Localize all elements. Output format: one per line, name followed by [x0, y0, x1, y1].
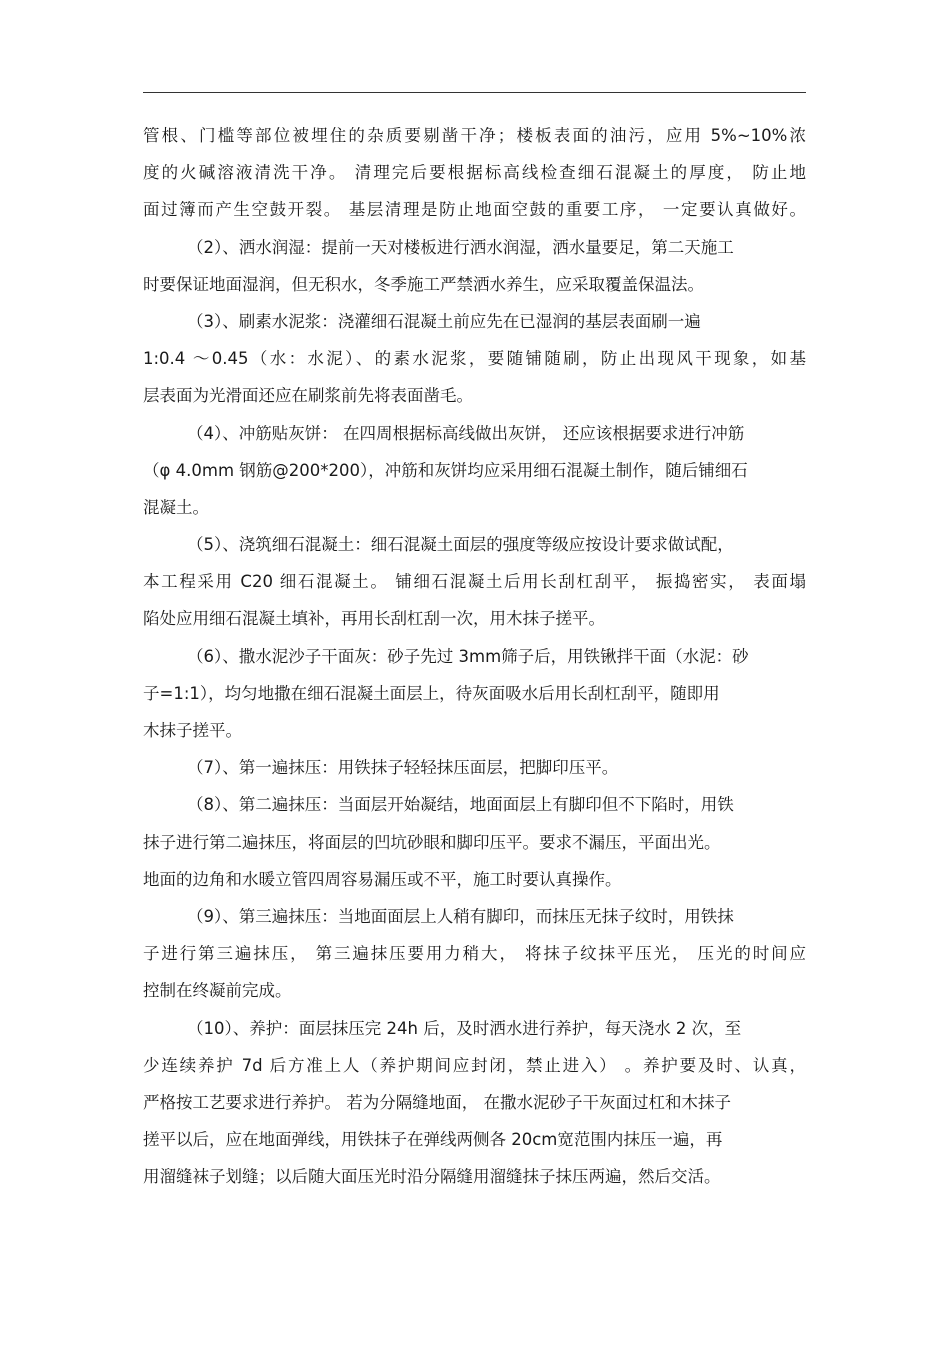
text-line: 混凝土。 [143, 497, 209, 517]
text-line: 本工程采用 C20 细石混凝土。 铺细石混凝土后用长刮杠刮平， 振捣密实， 表面塌 [143, 572, 806, 592]
text-line: 少连续养护 7d 后方准上人（养护期间应封闭，禁止进入） 。养护要及时、认真， [143, 1055, 806, 1075]
text-line: 子进行第三遍抹压， 第三遍抹压要用力稍大， 将抹子纹抹平压光， 压光的时间应 [143, 944, 806, 964]
text-line: （5）、浇筑细石混凝土：细石混凝土面层的强度等级应按设计要求做试配， [187, 535, 734, 555]
text-line: 地面的边角和水暖立管四周容易漏压或不平，施工时要认真操作。 [143, 869, 622, 889]
text-line: 度的火碱溶液清洗干净。 清理完后要根据标高线检查细石混凝土的厚度， 防止地 [143, 163, 806, 183]
paragraph-step-4 [143, 419, 806, 531]
paragraph-step-6 [143, 642, 806, 754]
paragraph-step-8 [143, 790, 806, 902]
text-line: （7）、第一遍抹压：用铁抹子轻轻抹压面层，把脚印压平。 [187, 758, 619, 778]
text-line: （2）、洒水润湿：提前一天对楼板进行洒水润湿，洒水量要足，第二天施工 [187, 237, 734, 257]
text-line: （φ 4.0mm 钢筋@200*200），冲筋和灰饼均应采用细石混凝土制作，随后铺细石 [143, 460, 748, 480]
paragraph-step-7 [143, 753, 806, 790]
text-line: 层表面为光滑面还应在刷浆前先将表面凿毛。 [143, 386, 473, 406]
text-line: 严格按工艺要求进行养护。 若为分隔缝地面， 在撒水泥砂子干灰面过杠和木抹子 [143, 1092, 731, 1112]
text-line: （6）、撒水泥沙子干面灰：砂子先过 3mm筛子后，用铁锹拌干面（水泥：砂 [187, 646, 749, 666]
text-line: （4）、冲筋贴灰饼： 在四周根据标高线做出灰饼， 还应该根据要求进行冲筋 [187, 423, 745, 443]
header-rule [143, 92, 806, 93]
text-line: （8）、第二遍抹压：当面层开始凝结，地面面层上有脚印但不下陷时，用铁 [187, 795, 734, 815]
text-line: 时要保证地面湿润，但无积水，冬季施工严禁洒水养生，应采取覆盖保温法。 [143, 274, 704, 294]
text-line: 面过簿而产生空鼓开裂。 基层清理是防止地面空鼓的重要工序， 一定要认真做好。 [143, 200, 806, 220]
paragraph-step-5 [143, 530, 806, 642]
document-body [143, 121, 806, 1199]
text-line: 用溜缝袜子划缝；以后随大面压光时沿分隔缝用溜缝抹子抹压两遍，然后交活。 [143, 1167, 721, 1187]
text-line: （3）、刷素水泥浆：浇灌细石混凝土前应先在已湿润的基层表面刷一遍 [187, 311, 701, 331]
text-line: 陷处应用细石混凝土填补，再用长刮杠刮一次，用木抹子搓平。 [143, 609, 605, 629]
paragraph-step-3 [143, 307, 806, 419]
text-line: （9）、第三遍抹压：当地面面层上人稍有脚印，而抹压无抹子纹时，用铁抹 [187, 906, 734, 926]
paragraph-continuation [143, 121, 806, 233]
text-line: 控制在终凝前完成。 [143, 981, 292, 1001]
text-line: 抹子进行第二遍抹压，将面层的凹坑砂眼和脚印压平。要求不漏压，平面出光。 [143, 832, 721, 852]
paragraph-step-2 [143, 233, 806, 307]
text-line: 搓平以后，应在地面弹线，用铁抹子在弹线两侧各 20cm宽范围内抹压一遍，再 [143, 1130, 723, 1150]
text-line: 木抹子搓平。 [143, 721, 242, 740]
paragraph-step-9 [143, 902, 806, 1014]
text-line: 管根、门槛等部位被埋住的杂质要剔凿干净；楼板表面的油污，应用 5%~10%浓 [143, 126, 806, 145]
text-line: （10）、养护：面层抹压完 24h 后，及时洒水进行养护，每天浇水 2 次，至 [187, 1018, 742, 1038]
text-line: 1:0.4 ～0.45（水：水泥）、的素水泥浆，要随铺随刷，防止出现风干现象，如基 [143, 349, 806, 369]
text-line: 子=1:1），均匀地撒在细石混凝土面层上，待灰面吸水后用长刮杠刮平，随即用 [143, 683, 720, 703]
paragraph-step-10 [143, 1014, 806, 1200]
